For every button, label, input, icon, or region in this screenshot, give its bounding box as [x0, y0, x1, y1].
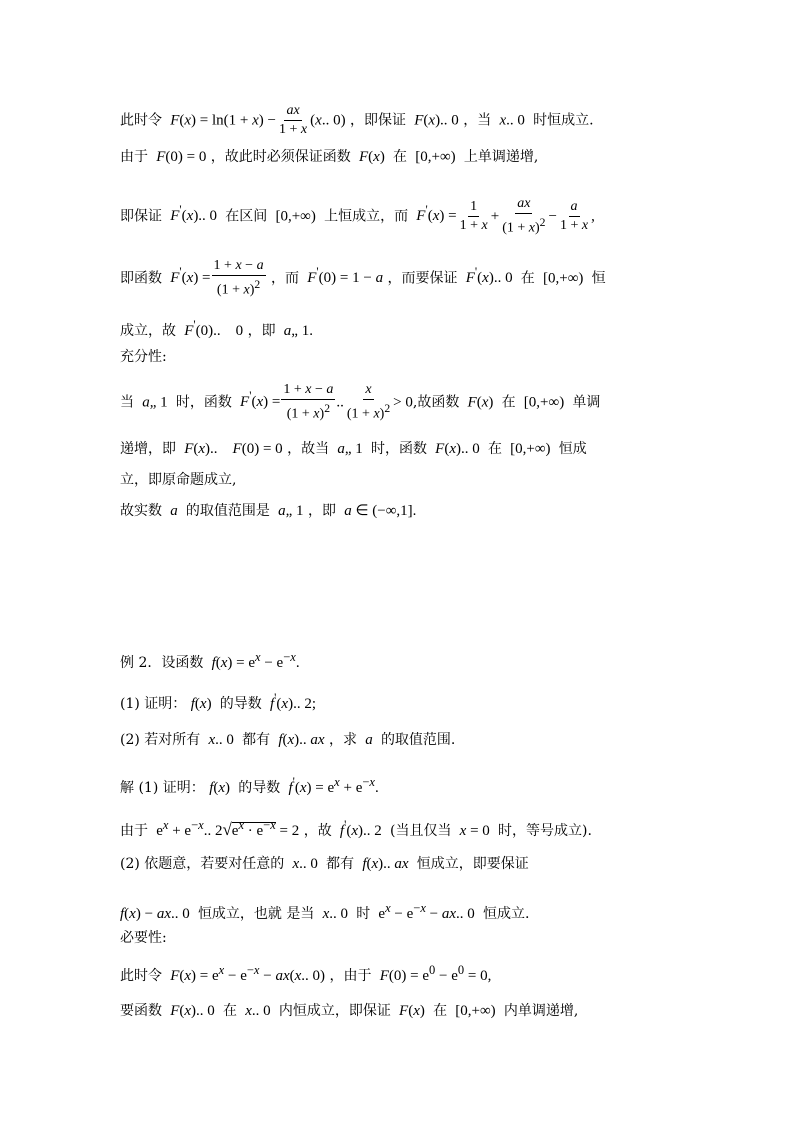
solution-1: 解 (1) 证明： f(x) 的导数 $f'(x) = e^x + e^{-x}$.: [120, 775, 379, 796]
text-line-6: 充分性:: [120, 349, 167, 365]
question-1: (1) 证明： f(x) 的导数 f'(x).. 2;: [120, 691, 317, 712]
text-line-9: 立，即原命题成立,: [120, 472, 237, 488]
text-line-2: 由于 F(0) = 0 ，故此时必须保证函数 F(x) 在 [0,+∞) 上单调递增,: [120, 149, 539, 165]
solution-4: f(x) − ax.. 0 恒成立，也就 是当 x.. 0 时 $e^x - e^{-x}$ − ax.. 0 恒成立.: [120, 901, 530, 922]
text-line-5: 成立，故 F'(0).. 0 ，即 a„ 1.: [120, 318, 313, 339]
formula: F(x) = ln(1 + x) −: [170, 112, 277, 129]
solution-2: 由于 $e^x + e^{-x}$.. $2√e^x \cdot e^{-x} = 2$ ，故 f'(x).. 2 (当且仅当 x = 0 时，等号成立).: [120, 818, 592, 839]
text-line-3: 即保证 F'(x).. 0 在区间 [0,+∞) 上恒成立，而 F'(x) = $\frac{1}{1 + x}$ + $\frac{ax}{(1 + x)^2}$ − $\frac{a}{1 + x}$ ,: [120, 196, 595, 236]
text-line-1: 此时令 F(x) = ln(1 + x) − $\frac{ax}{1 + x}$ (x.. 0) ，即保证 F(x).. 0 ，当 x.. 0 时恒成立.: [120, 103, 594, 137]
text-line-4: 即函数 F'(x) = $\frac{1 + x - a}{(1 + x)^2}$ ，而 F'(0) = 1 − a ，而要保证 F'(x).. 0 在 [0,+∞) 恒: [120, 258, 606, 298]
text-line-8: 递增，即 F(x).. F(0) = 0 ，故当 a„ 1 时，函数 F(x).. 0 在 [0,+∞) 恒成: [120, 441, 587, 457]
solution-5: 必要性:: [120, 930, 167, 946]
solution-7: 要函数 F(x).. 0 在 x.. 0 内恒成立，即保证 F(x) 在 [0,+∞) 内单调递增,: [120, 1003, 579, 1019]
question-2: (2) 若对所有 x.. 0 都有 f(x).. ax ，求 a 的取值范围.: [120, 732, 456, 748]
text-line-10: 故实数 a 的取值范围是 a„ 1 ，即 a ∈ (−∞,1].: [120, 503, 417, 519]
fraction: $\frac{ax}{1 + x}$: [279, 103, 308, 137]
solution-3: (2) 依题意，若要对任意的 x.. 0 都有 f(x).. ax 恒成立，即要保证: [120, 856, 529, 872]
solution-6: 此时令 $F(x) = e^x - e^{-x} - ax(x$.. 0) ，由于 $F(0) = e^0 - e^0 = 0$,: [120, 963, 492, 984]
text-line-7: 当 a„ 1 时，函数 F'(x) = $\frac{1 + x - a}{(1 + x)^2}$ .. $\frac{x}{(1 + x)^2}$ > 0,故函数 F(x) 在 [0,+∞) 单调: [120, 382, 601, 422]
example-2-heading: 例 2．设函数 $f(x) = e^x - e^{-x}$.: [120, 650, 300, 671]
